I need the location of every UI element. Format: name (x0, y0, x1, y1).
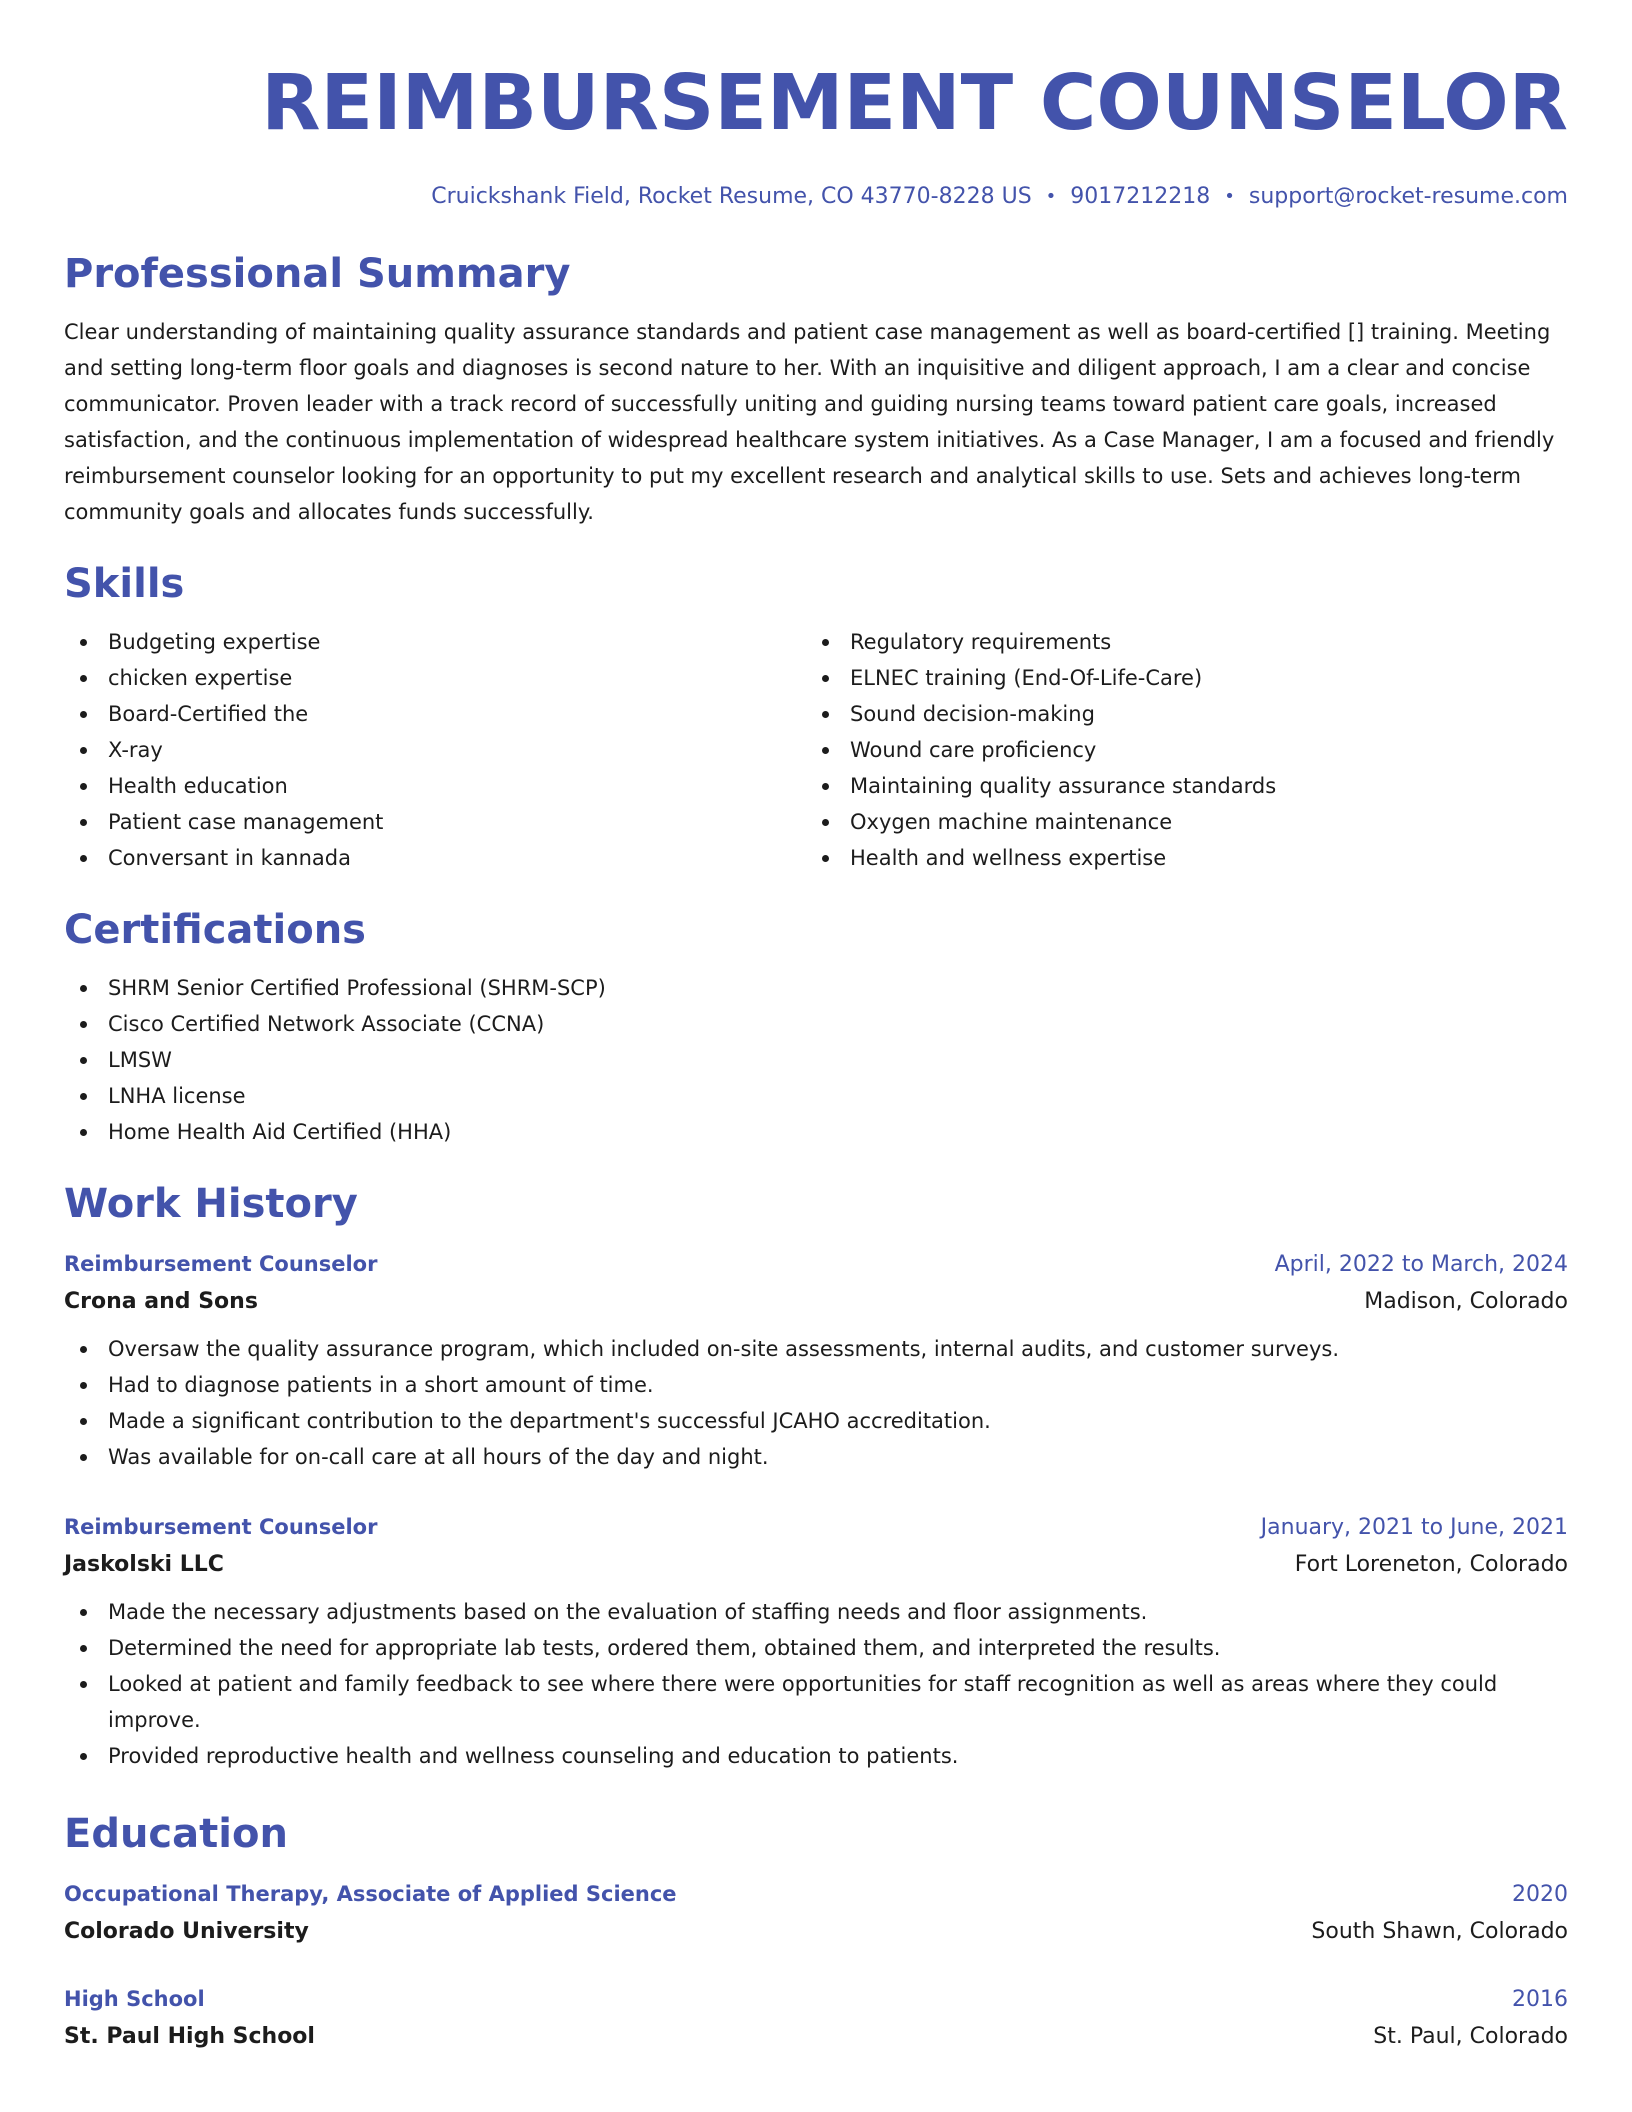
education-school: St. Paul High School (64, 2024, 315, 2049)
skill-item: chicken expertise (64, 660, 806, 696)
education-school-row (64, 2018, 1568, 2056)
job-location: Fort Loreneton, Colorado (1294, 1552, 1568, 1577)
skill-item: Sound decision-making (806, 696, 1548, 732)
summary-section (64, 248, 1568, 530)
education-entry (64, 1876, 1568, 1951)
education-location: South Shawn, Colorado (1311, 1919, 1568, 1944)
job-bullet: Determined the need for appropriate lab tests, ordered them, obtained them, and interpreted the results. (64, 1630, 1568, 1666)
job-dates: January, 2021 to June, 2021 (1260, 1515, 1568, 1540)
skills-right-column (806, 624, 1548, 876)
contact-separator: • (1224, 186, 1235, 207)
skill-item: Maintaining quality assurance standards (806, 768, 1548, 804)
job-bullet: Was available for on-call care at all hours of the day and night. (64, 1439, 1568, 1475)
skills-heading: Skills (64, 561, 185, 607)
education-header-row (64, 1876, 1568, 1913)
education-heading: Education (64, 1811, 288, 1857)
education-school: Colorado University (64, 1919, 309, 1944)
contact-phone: 9017212218 (1070, 184, 1211, 209)
job-entry (64, 1246, 1568, 1475)
job-bullet: Had to diagnose patients in a short amount of time. (64, 1367, 1568, 1403)
job-bullet: Looked at patient and family feedback to see where there were opportunities for staff recognition as well as areas where they could improve. (64, 1666, 1568, 1738)
job-employer: Jaskolski LLC (64, 1552, 224, 1577)
summary-text: Clear understanding of maintaining quality assurance standards and patient case management as well as board-certified [] training. Meeting and setting long-term floor goals and diagnoses is second nature to her. With an inquisitive and diligent approach, I am a clear and concise communicator. Proven leader with a track record of successfully uniting and guiding nursing teams toward patient care goals, increased satisfaction, and the continuous implementation of widespread healthcare system initiatives. As a Case Manager, I am a focused and friendly reimbursement counselor looking for an opportunity to put my excellent research and analytical skills to use. Sets and achieves long-term community goals and allocates funds successfully. (64, 320, 1555, 524)
job-employer-row (64, 1546, 1568, 1584)
job-location: Madison, Colorado (1364, 1289, 1568, 1314)
skill-item: Patient case management (64, 804, 806, 840)
job-employer-row (64, 1283, 1568, 1321)
skill-item: Budgeting expertise (64, 624, 806, 660)
summary-heading: Professional Summary (64, 251, 571, 297)
skill-item: Oxygen machine maintenance (806, 804, 1548, 840)
contact-line (64, 182, 1568, 212)
education-degree: Occupational Therapy, Associate of Applied Science (64, 1882, 677, 1906)
job-header-row (64, 1246, 1568, 1283)
certifications-heading: Certifications (64, 907, 366, 953)
education-degree: High School (64, 1987, 205, 2011)
job-bullet: Oversaw the quality assurance program, which included on-site assessments, internal audits, and customer surveys. (64, 1331, 1568, 1367)
work-history-heading: Work History (64, 1181, 358, 1227)
education-section (64, 1808, 1568, 2056)
job-employer: Crona and Sons (64, 1289, 258, 1314)
job-header-row (64, 1509, 1568, 1546)
education-school-row (64, 1913, 1568, 1951)
skill-item: Board-Certified the (64, 696, 806, 732)
certification-item: SHRM Senior Certified Professional (SHRM-SCP) (64, 970, 1568, 1006)
certifications-section (64, 904, 1568, 1150)
job-bullet: Made the necessary adjustments based on the evaluation of staffing needs and floor assignments. (64, 1594, 1568, 1630)
skill-item: Health education (64, 768, 806, 804)
skill-item: X-ray (64, 732, 806, 768)
contact-address: Cruickshank Field, Rocket Resume, CO 43770-8228 US (431, 184, 1032, 209)
job-bullets (64, 1331, 1568, 1475)
skills-section (64, 558, 1568, 876)
skill-item: ELNEC training (End-Of-Life-Care) (806, 660, 1548, 696)
education-year: 2016 (1512, 1987, 1568, 2012)
skill-item: Regulatory requirements (806, 624, 1548, 660)
job-bullet: Provided reproductive health and wellness counseling and education to patients. (64, 1738, 1568, 1774)
skill-item: Conversant in kannada (64, 840, 806, 876)
skills-grid (64, 624, 1568, 876)
certifications-list (64, 970, 1568, 1150)
job-title: Reimbursement Counselor (64, 1252, 378, 1276)
certification-item: Home Health Aid Certified (HHA) (64, 1114, 1568, 1150)
resume-title: REIMBURSEMENT COUNSELOR (261, 59, 1568, 148)
skill-item: Wound care proficiency (806, 732, 1548, 768)
job-dates: April, 2022 to March, 2024 (1274, 1252, 1568, 1277)
skills-left-column (64, 624, 806, 876)
education-location: St. Paul, Colorado (1373, 2024, 1568, 2049)
work-history-section (64, 1178, 1568, 1774)
certification-item: LNHA license (64, 1078, 1568, 1114)
contact-separator: • (1045, 186, 1057, 207)
job-title: Reimbursement Counselor (64, 1515, 378, 1539)
skill-item: Health and wellness expertise (806, 840, 1548, 876)
education-year: 2020 (1512, 1882, 1568, 1907)
certification-item: LMSW (64, 1042, 1568, 1078)
certification-item: Cisco Certified Network Associate (CCNA) (64, 1006, 1568, 1042)
job-bullet: Made a significant contribution to the department's successful JCAHO accreditation. (64, 1403, 1568, 1439)
education-header-row (64, 1981, 1568, 2018)
contact-email[interactable]: support@rocket-resume.com (1248, 184, 1568, 209)
education-entry (64, 1981, 1568, 2056)
job-bullets (64, 1594, 1568, 1774)
job-entry (64, 1509, 1568, 1774)
